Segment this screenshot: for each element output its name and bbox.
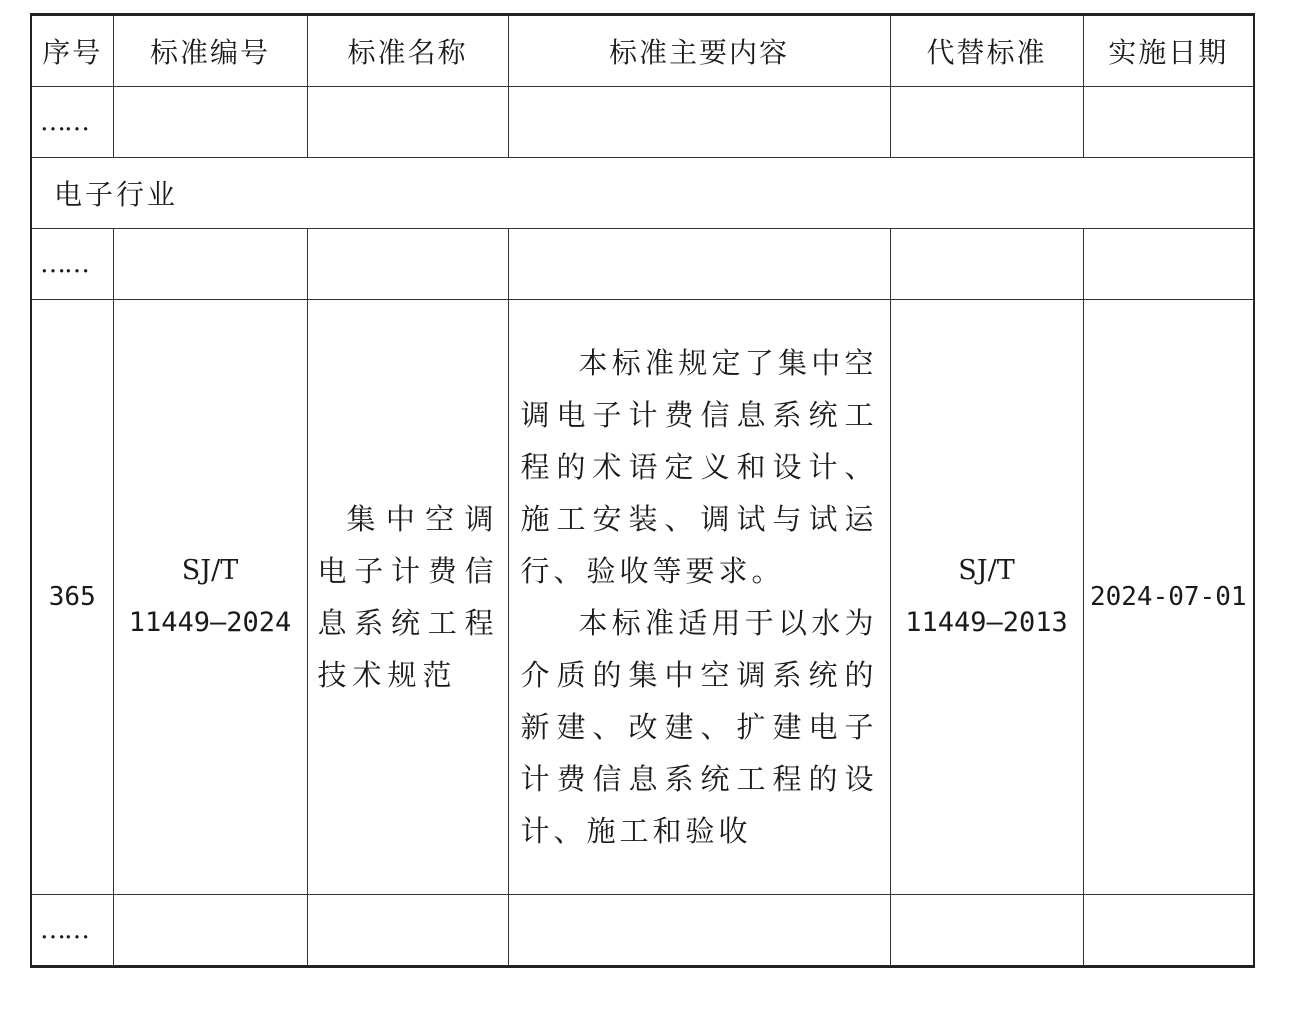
empty-cell — [508, 229, 890, 300]
empty-cell — [113, 895, 307, 967]
ellipsis-row — [31, 229, 1254, 300]
standards-table — [30, 13, 1255, 968]
header-implementation-date: 实施日期 — [1083, 15, 1254, 87]
section-row — [31, 158, 1254, 229]
ellipsis-row — [31, 87, 1254, 158]
standard-name-text: 集中空调电子计费信息系统工程技术规范 — [317, 502, 500, 692]
implementation-date-cell: 2024-07-01 — [1083, 300, 1254, 895]
empty-cell — [113, 229, 307, 300]
empty-cell — [113, 87, 307, 158]
seq-cell: 365 — [31, 300, 113, 895]
empty-cell — [890, 229, 1083, 300]
ellipsis-cell: …… — [31, 895, 113, 967]
empty-cell — [508, 895, 890, 967]
replaced-code-number: 11449—2013 — [905, 607, 1068, 638]
header-row — [31, 15, 1254, 87]
empty-cell — [307, 87, 508, 158]
standard-code-cell — [113, 300, 307, 895]
empty-cell — [890, 87, 1083, 158]
replaced-standard-cell — [890, 300, 1083, 895]
content-paragraph-1: 本标准规定了集中空调电子计费信息系统工程的术语定义和设计、施工安装、调试与试运行、验收等要求。 — [520, 346, 878, 588]
header-replaced-standard: 代替标准 — [890, 15, 1083, 87]
empty-cell — [890, 895, 1083, 967]
content-paragraph-2: 本标准适用于以水为介质的集中空调系统的新建、改建、扩建电子计费信息系统工程的设计、施工和验收 — [520, 606, 878, 848]
table-row — [31, 300, 1254, 895]
empty-cell — [1083, 87, 1254, 158]
section-title: 电子行业 — [31, 158, 1254, 229]
standard-code-number: 11449—2024 — [128, 607, 292, 638]
empty-cell — [1083, 229, 1254, 300]
replaced-code-prefix: SJ/T — [958, 555, 1015, 586]
empty-cell — [307, 229, 508, 300]
header-standard-code: 标准编号 — [113, 15, 307, 87]
standard-name-cell — [307, 300, 508, 895]
standard-code-prefix: SJ/T — [181, 555, 239, 586]
ellipsis-cell: …… — [31, 87, 113, 158]
empty-cell — [508, 87, 890, 158]
header-standard-name: 标准名称 — [307, 15, 508, 87]
header-main-content: 标准主要内容 — [508, 15, 890, 87]
empty-cell — [307, 895, 508, 967]
header-seq: 序号 — [31, 15, 113, 87]
ellipsis-cell: …… — [31, 229, 113, 300]
main-content-cell — [508, 300, 890, 895]
empty-cell — [1083, 895, 1254, 967]
ellipsis-row — [31, 895, 1254, 967]
